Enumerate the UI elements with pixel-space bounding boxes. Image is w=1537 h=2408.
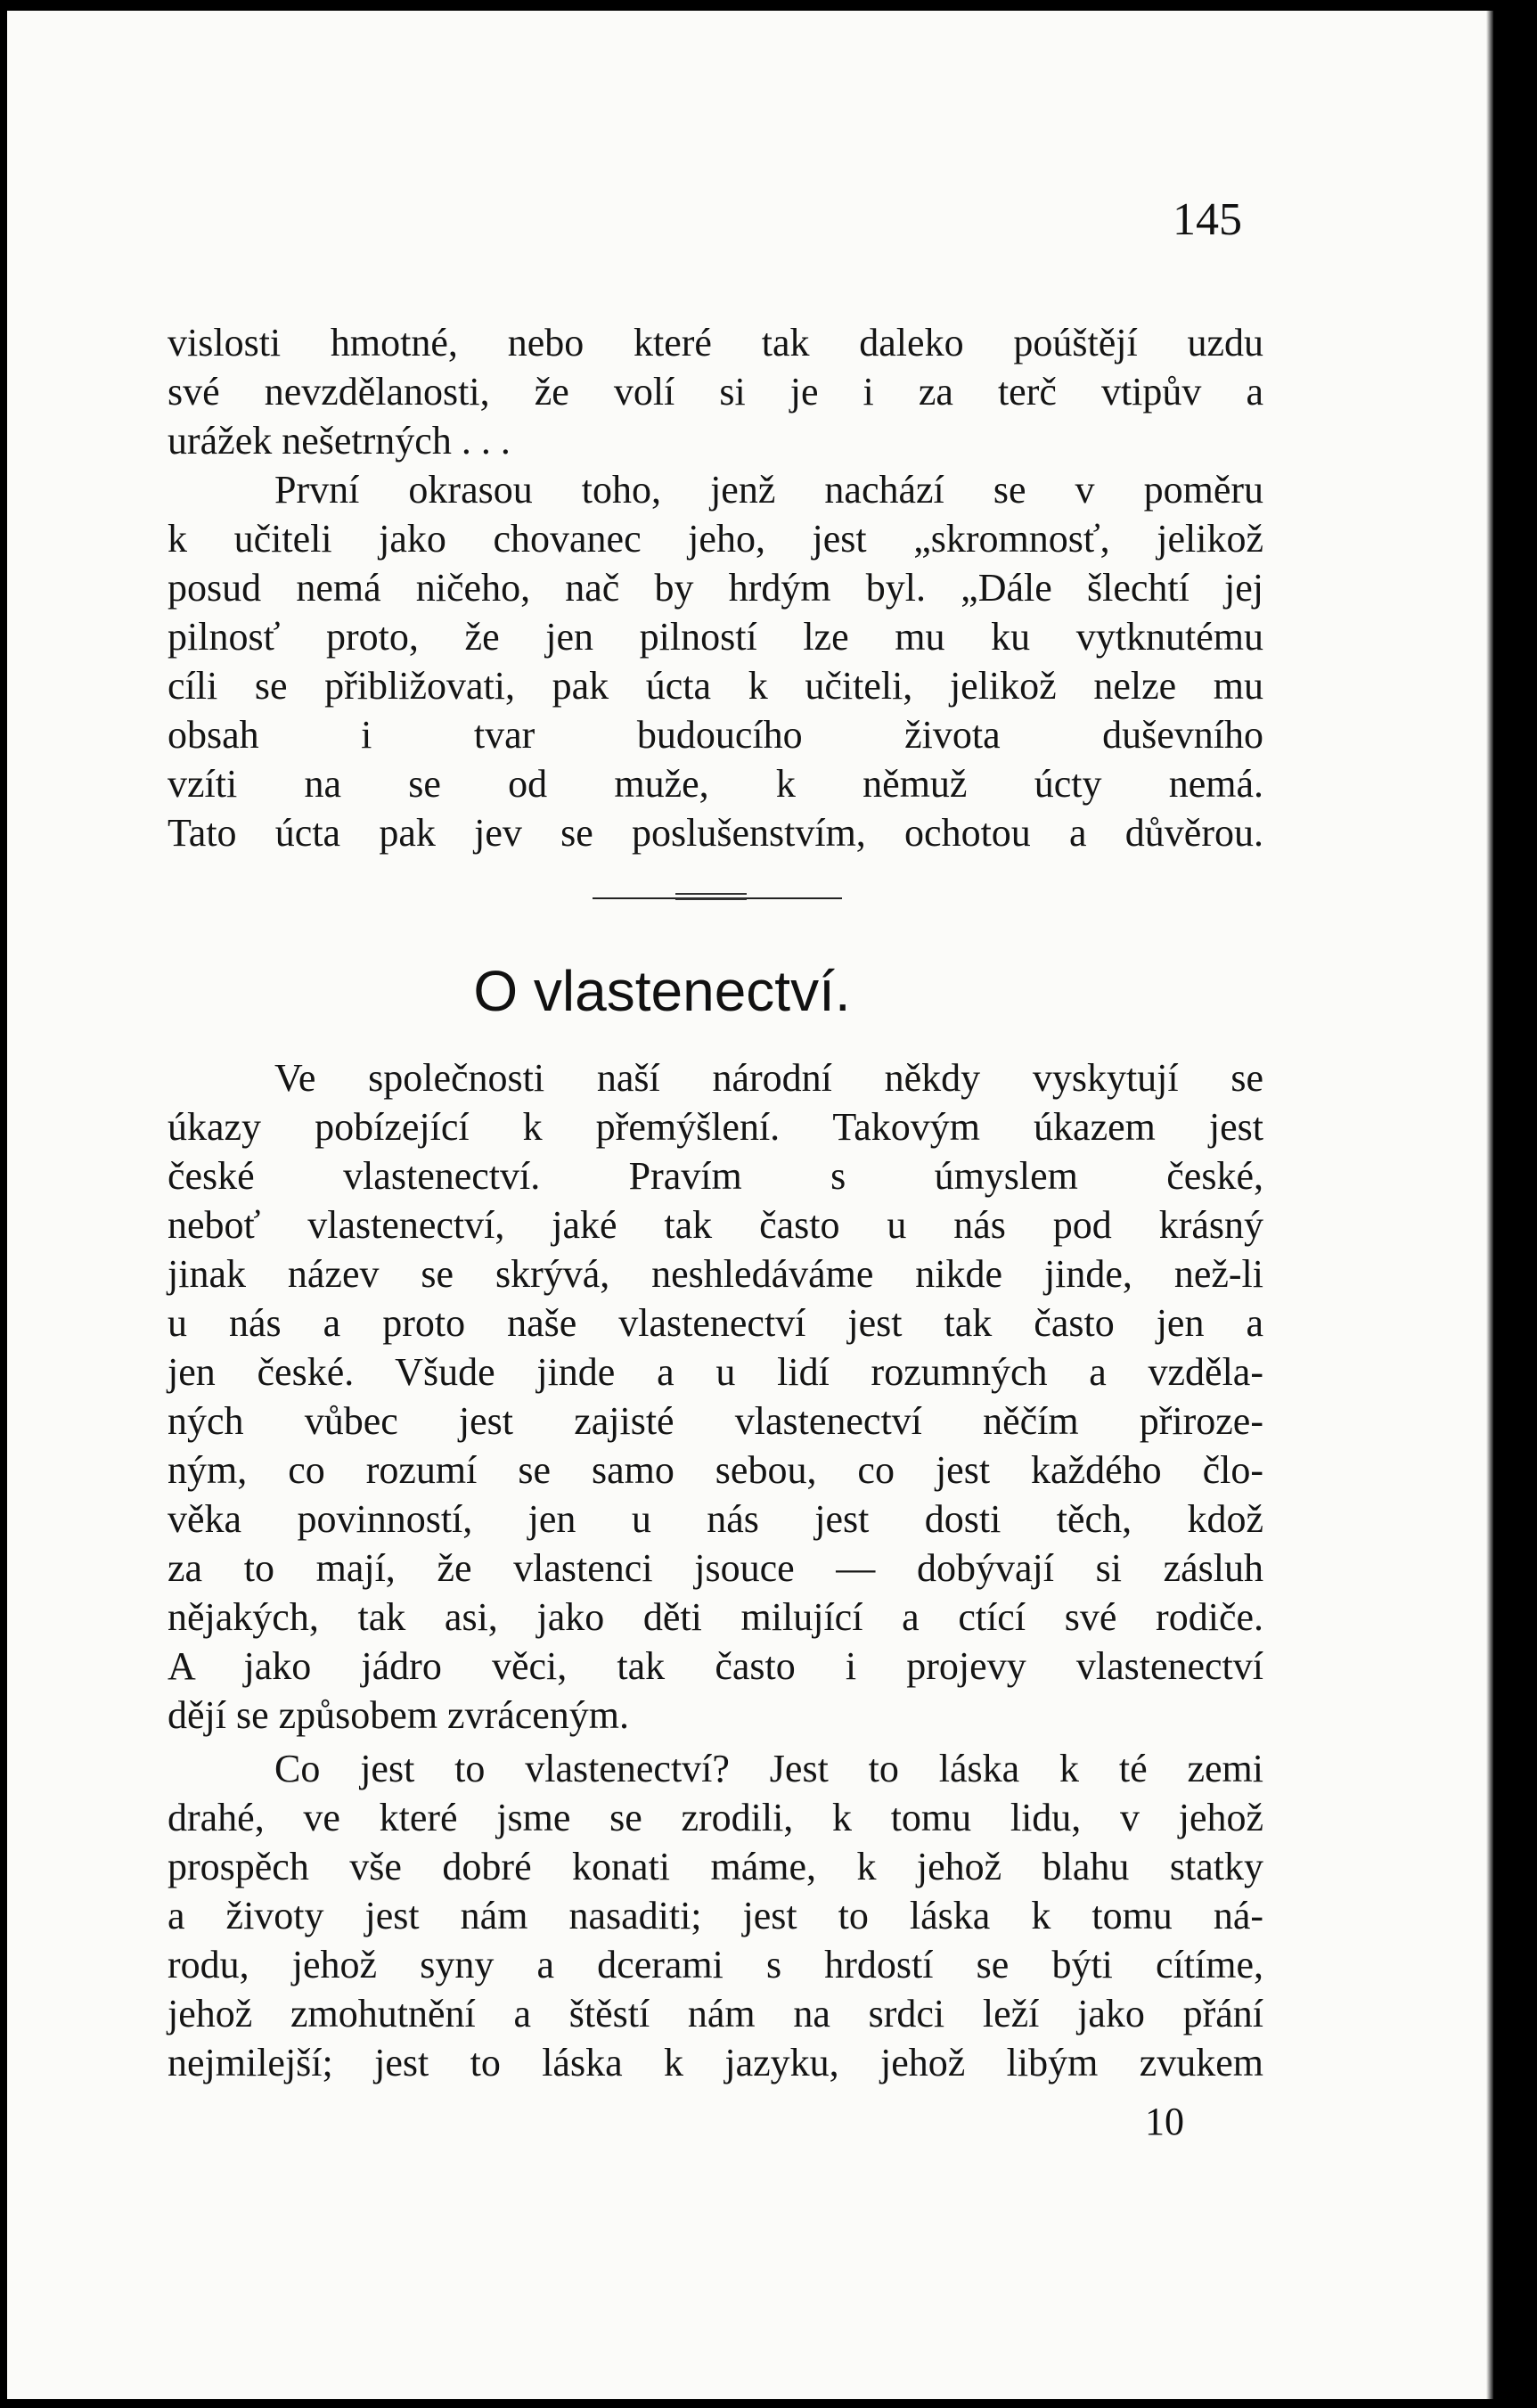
section-title: O vlastenectví.	[473, 959, 851, 1023]
paragraph-3-line: prospěch vše dobré konati máme, k jehož blahu statky	[168, 1845, 1263, 1888]
paragraph-1-line: k učiteli jako chovanec jeho, jest „skromnosť, jelikož	[168, 517, 1263, 561]
paragraph-3-line: nejmilejší; jest to láska k jazyku, jehož libým zvukem	[168, 2041, 1263, 2084]
paragraph-2-line: neboť vlastenectví, jaké tak často u nás pod krásný	[168, 1203, 1263, 1247]
paragraph-2-line: jinak název se skrývá, neshledáváme nikde jinde, než-li	[168, 1252, 1263, 1296]
paragraph-1-line: posud nemá ničeho, nač by hrdým byl. „Dále šlechtí jej	[168, 566, 1263, 610]
paragraph-2-line: české vlastenectví. Pravím s úmyslem české,	[168, 1154, 1263, 1198]
paragraph-3-line: drahé, ve které jsme se zrodili, k tomu lidu, v jehož	[168, 1796, 1263, 1839]
paragraph-2-line: jen české. Všude jinde a u lidí rozumných a vzděla-	[168, 1350, 1263, 1394]
paragraph-1-line: První okrasou toho, jenž nachází se v poměru	[274, 468, 1263, 512]
paragraph-1-line: obsah i tvar budoucího života duševního	[168, 713, 1263, 757]
signature-mark: 10	[1145, 2100, 1184, 2143]
paragraph-3-line: rodu, jehož syny a dcerami s hrdostí se býti cítíme,	[168, 1943, 1263, 1986]
paragraph-2-line: úkazy pobízející k přemýšlení. Takovým úkazem jest	[168, 1105, 1263, 1149]
paragraph-2-line: věka povinností, jen u nás jest dosti těch, kdož	[168, 1497, 1263, 1541]
paragraph-2-line: A jako jádro věci, tak často i projevy vlastenectví	[168, 1644, 1263, 1688]
paragraph-1-line: své nevzdělanosti, že volí si je i za terč vtipův a	[168, 370, 1263, 414]
paragraph-3-line: jehož zmohutnění a štěstí nám na srdci leží jako přání	[168, 1992, 1263, 2035]
paragraph-2-line: nějakých, tak asi, jako děti milující a ctící své rodiče.	[168, 1595, 1263, 1639]
paragraph-2-line: dějí se způsobem zvráceným.	[168, 1693, 630, 1737]
page-edge-shadow	[1486, 11, 1493, 2399]
book-page	[7, 11, 1493, 2399]
paragraph-1-line: vzíti na se od muže, k němuž úcty nemá.	[168, 762, 1263, 806]
paragraph-2-line: ným, co rozumí se samo sebou, co jest každého člo-	[168, 1448, 1263, 1492]
paragraph-1-line: urážek nešetrných . . .	[168, 419, 511, 463]
paragraph-2-line: ných vůbec jest zajisté vlastenectví něčím přiroze-	[168, 1399, 1263, 1443]
paragraph-2-line: za to mají, že vlastenci jsouce — dobývají si zásluh	[168, 1546, 1263, 1590]
paragraph-1-line: Tato úcta pak jev se poslušenstvím, ochotou a důvěrou.	[168, 811, 1263, 855]
section-divider-ornament	[675, 893, 747, 900]
paragraph-1-line: cíli se přibližovati, pak úcta k učiteli, jelikož nelze mu	[168, 664, 1263, 708]
page-number: 145	[1173, 194, 1242, 245]
paragraph-3-line: a životy jest nám nasaditi; jest to láska k tomu ná-	[168, 1894, 1263, 1937]
paragraph-2-line: u nás a proto naše vlastenectví jest tak často jen a	[168, 1301, 1263, 1345]
paragraph-1-line: pilnosť proto, že jen pilností lze mu ku vytknutému	[168, 615, 1263, 659]
paragraph-2-line: Ve společnosti naší národní někdy vyskytují se	[274, 1056, 1263, 1100]
paragraph-3-line: Co jest to vlastenectví? Jest to láska k té zemi	[274, 1747, 1263, 1790]
paragraph-1-line: vislosti hmotné, nebo které tak daleko poúštějí uzdu	[168, 321, 1263, 364]
